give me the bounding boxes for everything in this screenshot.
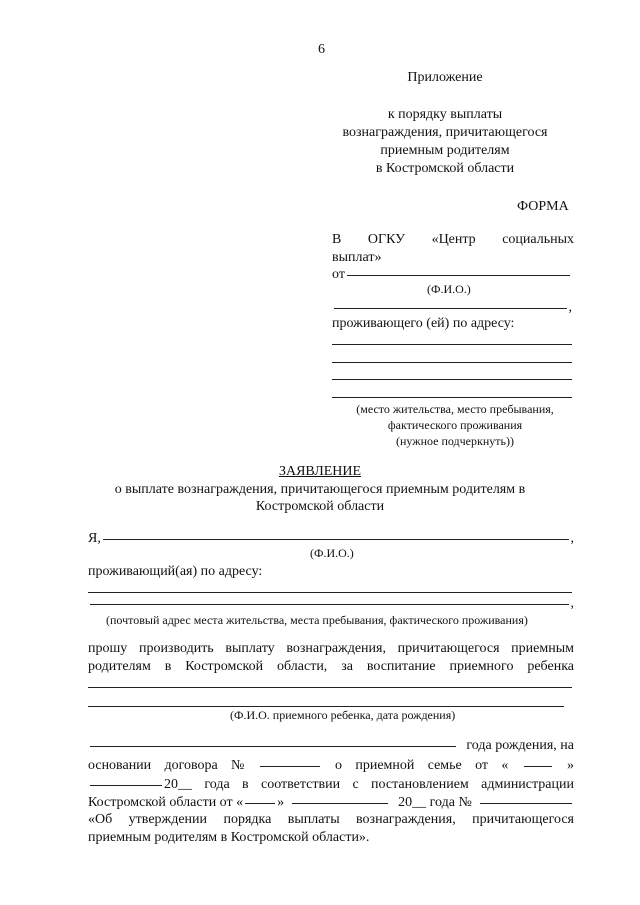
ya-comma: , (570, 531, 574, 546)
basis-word-5: приемной (355, 758, 415, 773)
appendix-title: Приложение (407, 70, 483, 85)
basis-close-quote: » (566, 758, 574, 773)
decree-month-field[interactable] (292, 803, 388, 804)
address-field-4[interactable] (332, 397, 572, 398)
decree-day-field[interactable] (245, 803, 275, 804)
appendix-line-1: к порядку выплаты (387, 107, 503, 122)
birth-year-row (88, 738, 574, 754)
contract-day-field[interactable] (524, 766, 552, 767)
postal-address-row-2 (88, 596, 574, 612)
basis-row (88, 758, 574, 774)
appendix-line-2: вознаграждения, причитающегося (342, 125, 548, 140)
from-fio-field[interactable] (347, 275, 570, 276)
ya-label: Я, (88, 531, 101, 546)
year-line: 20__ года в соответствии с постановлением администрации (164, 777, 574, 792)
fio-comma: , (568, 300, 572, 315)
contract-number-field[interactable] (260, 766, 320, 767)
decree-number-field[interactable] (480, 803, 572, 804)
request-line-2: родителям в Костромской области, за воспитание приемного ребенка (88, 659, 574, 674)
birth-year-text: года рождения, на (466, 738, 574, 753)
region-text-a: Костромской области от « (88, 795, 244, 810)
region-row (88, 795, 574, 811)
address-field-3[interactable] (332, 379, 572, 380)
addressee-line-1: В ОГКУ «Центр социальных (332, 232, 574, 247)
child-caption: (Ф.И.О. приемного ребенка, дата рождения) (230, 708, 456, 722)
basis-word-1: основании (88, 758, 152, 773)
address-field-1[interactable] (332, 344, 572, 345)
address-caption-1: (место жительства, место пребывания, (356, 402, 554, 416)
applicant-fio-caption: (Ф.И.О.) (310, 546, 354, 560)
addressee-fio-caption: (Ф.И.О.) (427, 282, 471, 296)
postal-address-field-1[interactable] (88, 592, 572, 593)
region-text-b: » (277, 795, 285, 810)
body-residing-label: проживающий(ая) по адресу: (88, 564, 263, 579)
region-text-c: 20__ года № (398, 795, 472, 810)
from-label: от (332, 267, 345, 282)
ya-row (88, 531, 574, 547)
postal-caption: (почтовый адрес места жительства, места пребывания, фактического проживания) (106, 613, 528, 627)
addressee-line-2: выплат» (332, 250, 382, 265)
request-line-1: прошу производить выплату вознаграждения, причитающегося приемным (88, 641, 574, 656)
applicant-fio-field[interactable] (103, 539, 569, 540)
postal-address-field-2[interactable] (90, 604, 569, 605)
child-field-1[interactable] (88, 687, 572, 688)
basis-word-2: договора (164, 758, 218, 773)
address-field-2[interactable] (332, 362, 572, 363)
postal-comma: , (570, 596, 574, 611)
page-number: 6 (318, 42, 325, 57)
basis-word-4: о (335, 758, 343, 773)
from-row (332, 267, 572, 283)
statement-subtitle-1: о выплате вознаграждения, причитающегося приемным родителям в (114, 482, 526, 497)
contract-month-field[interactable] (90, 785, 162, 786)
child-birth-field[interactable] (90, 746, 456, 747)
statement-title: ЗАЯВЛЕНИЕ (278, 464, 362, 479)
basis-word-7: от (475, 758, 489, 773)
year-row (88, 777, 574, 793)
residing-label: проживающего (ей) по адресу: (332, 316, 515, 331)
form-label: ФОРМА (517, 199, 569, 214)
fio-continue-field[interactable] (334, 308, 567, 309)
address-caption-2: фактического проживания (387, 418, 523, 432)
fio-continue-row (332, 300, 572, 316)
statement-subtitle-2: Костромской области (255, 499, 385, 514)
decree-line-1: «Об утверждении порядка выплаты вознаграждения, причитающегося (88, 812, 574, 827)
child-field-2[interactable] (88, 706, 564, 707)
basis-number-sign: № (231, 758, 245, 773)
appendix-line-3: приемным родителям (380, 143, 510, 158)
address-caption-3: (нужное подчеркнуть)) (396, 434, 514, 448)
decree-line-2: приемным родителям в Костромской области». (88, 830, 370, 845)
basis-open-quote: « (501, 758, 509, 773)
appendix-line-4: в Костромской области (375, 161, 515, 176)
basis-word-6: семье (427, 758, 462, 773)
